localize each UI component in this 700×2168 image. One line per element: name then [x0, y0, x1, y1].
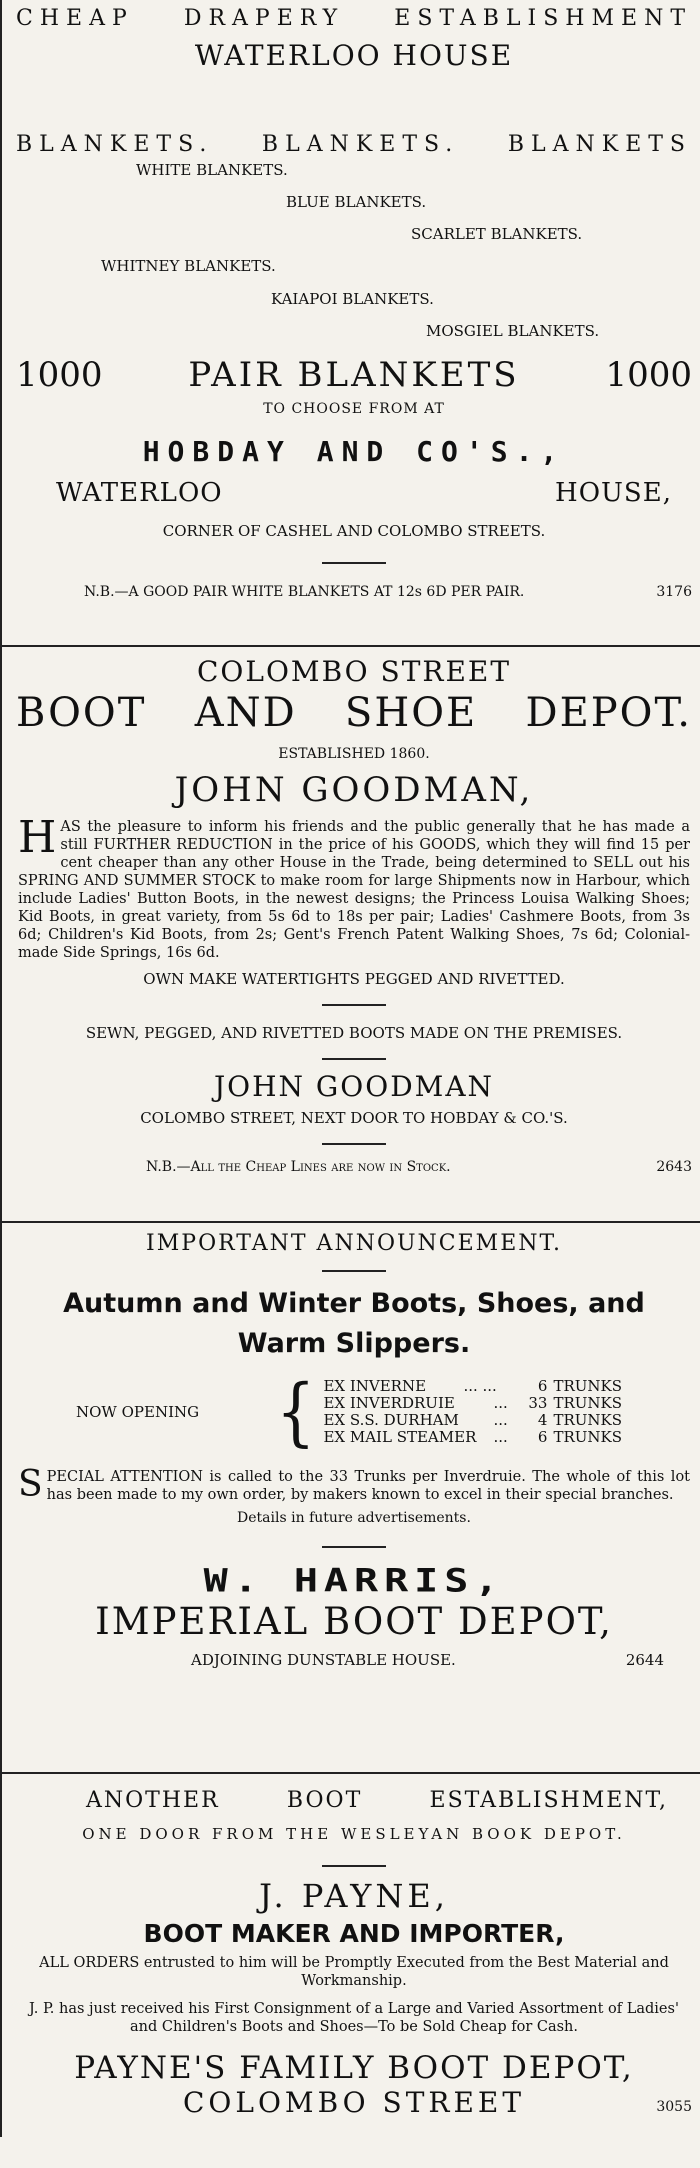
- ship-name: EX INVERDRUIE: [323, 1394, 455, 1412]
- ad-number: 2643: [656, 1159, 692, 1175]
- column-rule: [2, 645, 700, 647]
- ship-name: EX MAIL STEAMER: [323, 1428, 477, 1446]
- waterloo-house-title: WATERLOO HOUSE: [194, 39, 514, 72]
- goodman-body-text: AS the pleasure to inform his friends and the public generally that he has made a still FURTHER REDUCTION in the price of his GOODS, which they will find 15 per cent cheaper than any other House in the Trade, being determined to SELL out his SPRING AND SUMMER STOCK to make room for large Shipments now in Harbour, which include Ladies' Button Boots, in the newest designs; the Princess Louisa Walking Shoes; Kid Boots, in great variety, from 5s 6d to 18s per pair; Ladies' Cashmere Boots, from 3s 6d; Children's Kid Boots, from 2s; Gent's French Patent Walking Shoes, 7s 6d; Colonial-made Side Springs, 16s 6d.: [18, 819, 690, 961]
- nb-line: [16, 584, 692, 600]
- qty-left: 1000: [16, 355, 103, 395]
- ship-dots: ...: [493, 1428, 508, 1446]
- payne-advert: [16, 1788, 692, 2168]
- sewn-pegged: SEWN, PEGGED, AND RIVETTED BOOTS MADE ON THE PREMISES.: [85, 1024, 623, 1042]
- adjoining-line: [16, 1651, 692, 1669]
- ship-qty: 33: [528, 1394, 548, 1412]
- payne-family-depot: PAYNE'S FAMILY BOOT DEPOT,: [74, 2050, 634, 2086]
- corner-address: CORNER OF CASHEL AND COLOMBO STREETS.: [162, 522, 546, 540]
- special-attention: [18, 1464, 690, 1505]
- pair-blankets: PAIR BLANKETS: [188, 355, 520, 395]
- one-door: ONE DOOR FROM THE WESLEYAN BOOK DEPOT.: [82, 1825, 626, 1843]
- john-goodman-title: JOHN GOODMAN,: [174, 770, 534, 810]
- special-attention-text: PECIAL ATTENTION is called to the 33 Trunks per Inverdruie. The whole of this lot has been made to my own order, by makers known to excel in their special branches.: [46, 1469, 690, 1503]
- merchant-name: HOBDAY AND CO'S.,: [142, 435, 566, 468]
- drapery-header: CHEAP DRAPERY ESTABLISHMENT: [16, 6, 692, 31]
- divider: [322, 1546, 386, 1548]
- ship-qty: 6: [537, 1377, 548, 1395]
- ship-qty: 6: [537, 1428, 548, 1446]
- ships-list: [323, 1378, 622, 1446]
- waterloo-house-line: WATERLOO HOUSE,: [56, 478, 672, 508]
- ad-number: 3055: [656, 2099, 692, 2115]
- blanket-type: WHITE BLANKETS.: [136, 161, 288, 179]
- boot-shoe-depot: BOOT AND SHOE DEPOT.: [16, 690, 692, 736]
- own-make: OWN MAKE WATERTIGHTS PEGGED AND RIVETTED.: [143, 970, 565, 988]
- another-boot: ANOTHER BOOT ESTABLISHMENT,: [86, 1788, 668, 1813]
- colombo-street-line: [16, 2086, 692, 2119]
- divider: [322, 1004, 386, 1006]
- jp-received: J. P. has just received his First Consignment of a Large and Varied Assortment of Ladies' and Children's Boots and Shoes—To be Sold Cheap for Cash.: [29, 2001, 679, 2035]
- divider: [322, 1865, 386, 1867]
- blanket-type: WHITNEY BLANKETS.: [101, 257, 276, 275]
- drop-cap: S: [18, 1464, 43, 1505]
- ship-dots: ...: [493, 1394, 508, 1412]
- divider: [322, 1270, 386, 1272]
- waterloo-house-advert: [16, 0, 692, 645]
- blankets-word-1: BLANKETS.: [16, 132, 214, 157]
- important-announcement: IMPORTANT ANNOUNCEMENT.: [146, 1231, 562, 1256]
- qty-right: 1000: [605, 355, 692, 395]
- divider: [322, 562, 386, 564]
- drop-cap: H: [18, 812, 57, 863]
- established: ESTABLISHED 1860.: [278, 746, 430, 762]
- harris-advert: [16, 1231, 692, 1772]
- brace: {: [276, 1367, 316, 1456]
- ship-name: EX S.S. DURHAM: [323, 1411, 459, 1429]
- ad-number: 2644: [625, 1651, 664, 1669]
- ships-block: [16, 1367, 692, 1456]
- adjoining-text: ADJOINING DUNSTABLE HOUSE.: [191, 1651, 456, 1669]
- j-payne-title: J. PAYNE,: [259, 1877, 449, 1915]
- goodman-address: COLOMBO STREET, NEXT DOOR TO HOBDAY & CO.'S.: [140, 1109, 568, 1127]
- blanket-type: MOSGIEL BLANKETS.: [426, 322, 600, 340]
- ship-unit: TRUNKS: [553, 1394, 623, 1412]
- all-orders: ALL ORDERS entrusted to him will be Promptly Executed from the Best Material and Workmanship.: [39, 1955, 669, 1989]
- goodman-body: [18, 812, 690, 962]
- ship-unit: TRUNKS: [553, 1428, 623, 1446]
- blanket-type: KAIAPOI BLANKETS.: [271, 290, 434, 308]
- column-rule: [2, 1221, 700, 1223]
- ship-unit: TRUNKS: [553, 1411, 623, 1429]
- nb-text: N.B.—A GOOD PAIR WHITE BLANKETS AT 12s 6D PER PAIR.: [84, 584, 525, 600]
- ship-dots: ... ...: [463, 1377, 497, 1395]
- ship-qty: 4: [537, 1411, 548, 1429]
- blankets-word-2: BLANKETS.: [261, 132, 460, 157]
- john-goodman-signature: JOHN GOODMAN: [213, 1070, 495, 1103]
- ship-row: [323, 1412, 622, 1429]
- column-rule: [2, 1772, 700, 1774]
- ad-number: 3176: [656, 584, 692, 600]
- now-opening: NOW OPENING: [76, 1403, 200, 1421]
- ship-row: [323, 1429, 622, 1446]
- blankets-word-3: BLANKETS: [507, 132, 692, 157]
- choose-from: TO CHOOSE FROM AT: [263, 401, 445, 417]
- ship-dots: ...: [493, 1411, 508, 1429]
- colombo-street: COLOMBO STREET: [196, 655, 512, 688]
- w-harris-title: W. HARRIS,: [203, 1562, 505, 1600]
- blanket-type: BLUE BLANKETS.: [286, 193, 427, 211]
- ship-row: [323, 1378, 622, 1395]
- blankets-banner: [16, 132, 692, 157]
- pair-blankets-line: [16, 355, 692, 395]
- nb-line: [16, 1159, 692, 1175]
- ship-row: [323, 1395, 622, 1412]
- boot-maker: BOOT MAKER AND IMPORTER,: [143, 1919, 565, 1948]
- imperial-boot-depot: IMPERIAL BOOT DEPOT,: [95, 1600, 613, 1643]
- blanket-types: [16, 157, 692, 347]
- payne-street: COLOMBO STREET: [182, 2086, 526, 2119]
- nb-text: N.B.—All the Cheap Lines are now in Stock.: [146, 1159, 451, 1175]
- ship-unit: TRUNKS: [553, 1377, 623, 1395]
- divider: [322, 1143, 386, 1145]
- ship-name: EX INVERNE: [323, 1377, 427, 1395]
- divider: [322, 1058, 386, 1060]
- details-future: Details in future advertisements.: [237, 1510, 471, 1526]
- goodman-advert: [16, 655, 692, 1221]
- autumn-headline: Autumn and Winter Boots, Shoes, and Warm Slippers.: [63, 1288, 645, 1359]
- blanket-type: SCARLET BLANKETS.: [411, 225, 583, 243]
